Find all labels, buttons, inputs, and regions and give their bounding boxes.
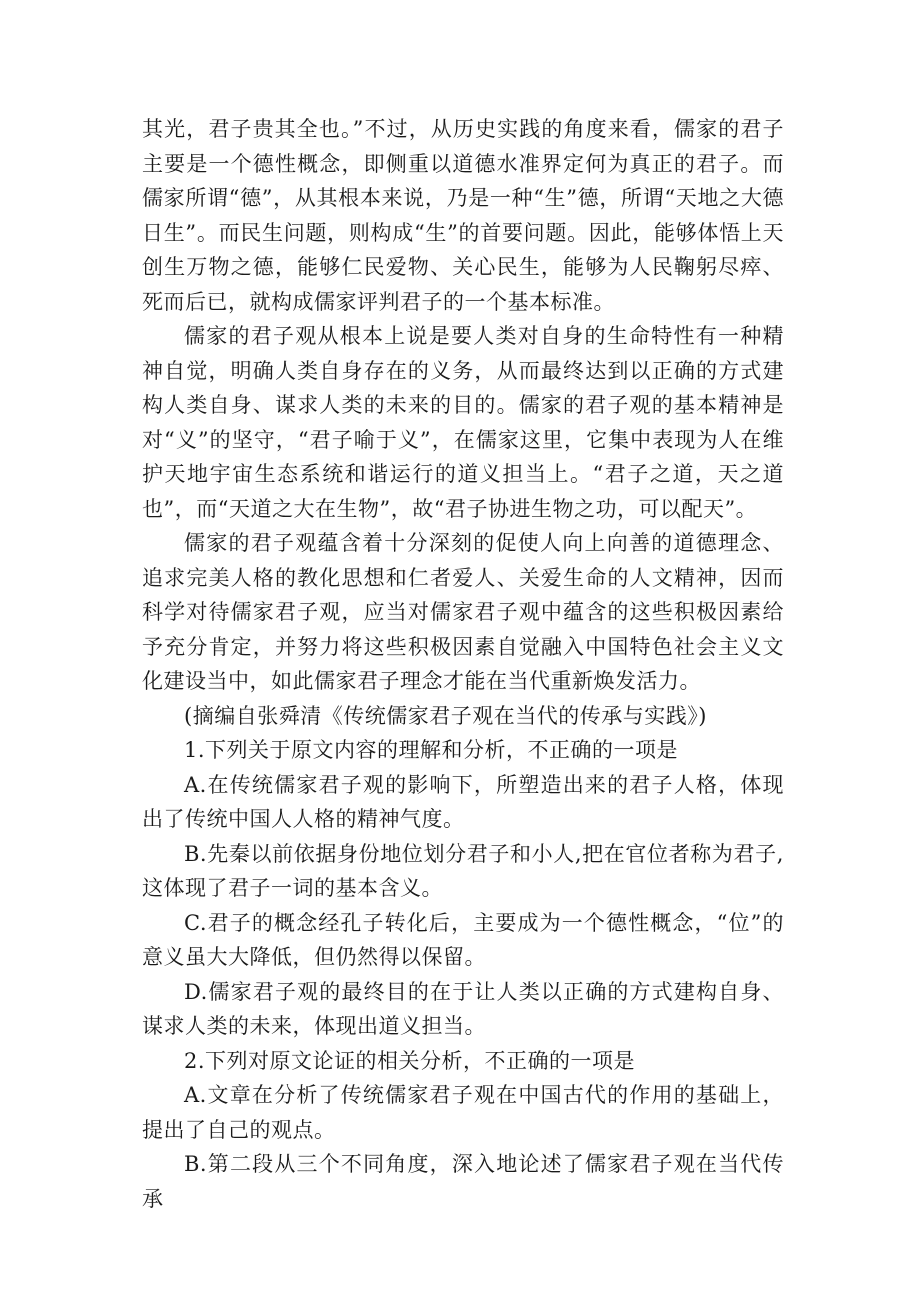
paragraph-1: 其光，君子贵其全也。”不过，从历史实践的角度来看，儒家的君子主要是一个德性概念，即侧重以道德水准界定何为真正的君子。而儒家所谓“德”，从其根本来说，乃是一种“生”德，所谓“天地之大德日生”。而民生问题，则构成“生”的首要问题。因此，能够体悟上天创生万物之德，能够仁民爱物、关心民生，能够为人民鞠躬尽瘁、死而后已，就构成儒家评判君子的一个基本标准。: [142, 117, 784, 314]
question-2-option-b: B.第二段从三个不同角度，深入地论述了儒家君子观在当代传承: [142, 1152, 784, 1211]
question-1-option-a: A.在传统儒家君子观的影响下，所塑造出来的君子人格，体现出了传统中国人人格的精神气度。: [142, 772, 784, 831]
document-body: [142, 112, 784, 1216]
question-2-option-a: A.文章在分析了传统儒家君子观在中国古代的作用的基础上，提出了自己的观点。: [142, 1083, 784, 1142]
paragraph-3: 儒家的君子观蕴含着十分深刻的促使人向上向善的道德理念、追求完美人格的教化思想和仁者爱人、关爱生命的人文精神，因而科学对待儒家君子观，应当对儒家君子观中蕴含的这些积极因素给予充分肯定，并努力将这些积极因素自觉融入中国特色社会主义文化建设当中，如此儒家君子理念才能在当代重新焕发活力。: [142, 531, 784, 693]
question-2-stem: 2.下列对原文论证的相关分析，不正确的一项是: [184, 1048, 636, 1073]
source-citation: (摘编自张舜清《传统儒家君子观在当代的传承与实践》): [184, 703, 707, 728]
question-1-option-c: C.君子的概念经孔子转化后，主要成为一个德性概念，“位”的意义虽大大降低，但仍然得以保留。: [142, 910, 784, 969]
question-1-option-d: D.儒家君子观的最终目的在于让人类以正确的方式建构自身、谋求人类的未来，体现出道义担当。: [142, 979, 784, 1038]
question-1-option-b: B.先秦以前依据身份地位划分君子和小人,把在官位者称为君子,这体现了君子一词的基本含义。: [142, 841, 784, 900]
paragraph-2: 儒家的君子观从根本上说是要人类对自身的生命特性有一种精神自觉，明确人类自身存在的义务，从而最终达到以正确的方式建构人类自身、谋求人类的未来的目的。儒家的君子观的基本精神是对“义”的坚守，“君子喻于义”，在儒家这里，它集中表现为人在维护天地宇宙生态系统和谐运行的道义担当上。“君子之道，天之道也”，而“天道之大在生物”，故“君子协进生物之功，可以配天”。: [142, 324, 784, 521]
question-1-stem: 1.下列关于原文内容的理解和分析，不正确的一项是: [184, 738, 679, 762]
